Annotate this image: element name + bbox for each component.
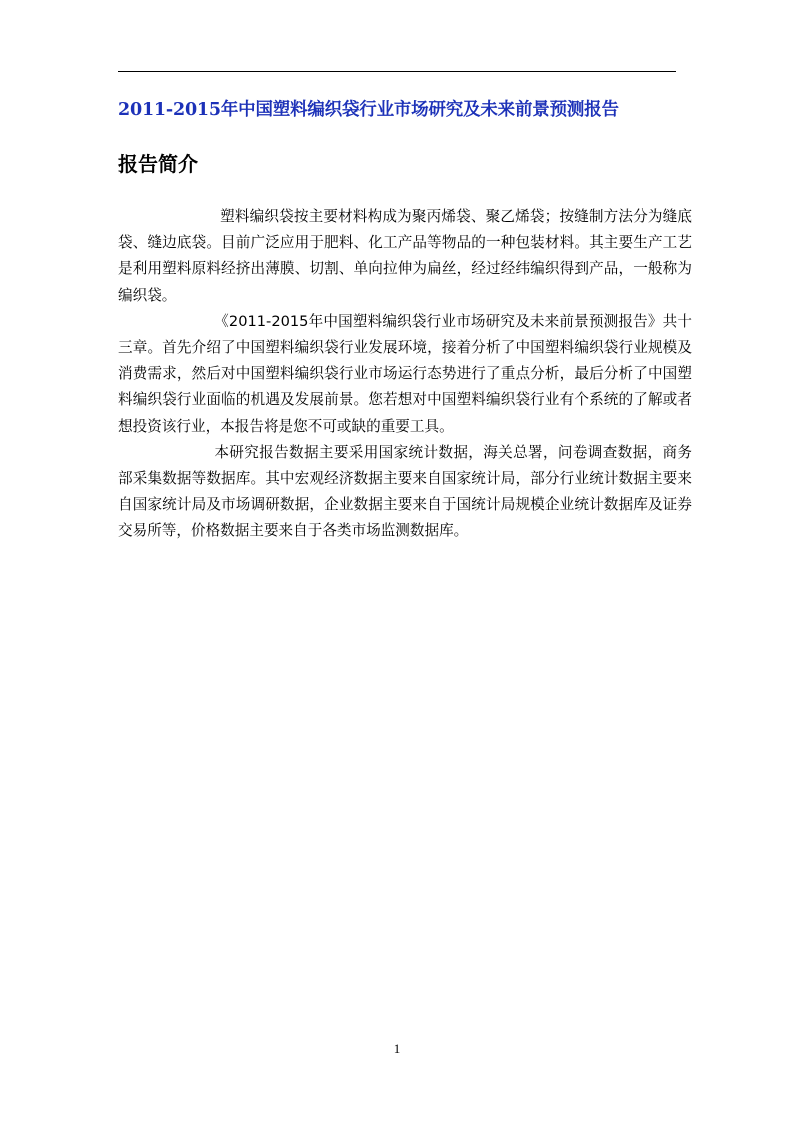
page-number: 1 xyxy=(393,1041,401,1056)
paragraph-data-sources xyxy=(118,440,692,545)
header-rule xyxy=(118,71,676,72)
report-body xyxy=(118,204,692,545)
paragraph-chapters xyxy=(118,309,692,440)
paragraph-chapters-text: 《2011-2015年中国塑料编织袋行业市场研究及未来前景预测报告》共十三章。首先介绍了中国塑料编织袋行业发展环境，接着分析了中国塑料编织袋行业规模及消费需求，然后对中国塑料编织袋行业市场运行态势进行了重点分析，最后分析了中国塑料编织袋行业面临的机遇及发展前景。您若想对中国塑料编织袋行业有个系统的了解或者想投资该行业，本报告将是您不可或缺的重要工具。 xyxy=(118,312,692,435)
paragraph-intro-text: 塑料编织袋按主要材料构成为聚丙烯袋、聚乙烯袋；按缝制方法分为缝底袋、缝边底袋。目前广泛应用于肥料、化工产品等物品的一种包装材料。其主要生产工艺是利用塑料原料经挤出薄膜、切割、单向拉伸为扁丝，经过经纬编织得到产品，一般称为编织袋。 xyxy=(118,208,692,304)
section-heading: 报告简介 xyxy=(118,152,198,176)
paragraph-intro xyxy=(118,204,692,309)
paragraph-data-sources-text: 本研究报告数据主要采用国家统计数据，海关总署，问卷调查数据，商务部采集数据等数据库。其中宏观经济数据主要来自国家统计局，部分行业统计数据主要来自国家统计局及市场调研数据，企业数据主要来自于国统计局规模企业统计数据库及证券交易所等，价格数据主要来自于各类市场监测数据库。 xyxy=(118,443,692,540)
document-title: 2011-2015年中国塑料编织袋行业市场研究及未来前景预测报告 xyxy=(118,100,619,120)
